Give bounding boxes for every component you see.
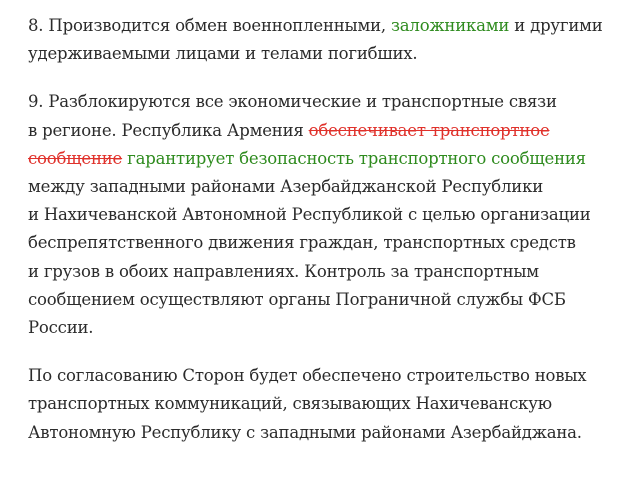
text-line: транспортных коммуникаций, связывающих Нахичеванскую (28, 394, 552, 414)
text-line: беспрепятственного движения граждан, транспортных средств (28, 233, 576, 253)
text-line (28, 117, 628, 145)
text-line: и грузов в обоих направлениях. Контроль за транспортным (28, 261, 539, 281)
paragraph-10 (28, 362, 628, 447)
text-line (28, 145, 628, 173)
text-line: и Нахичеванской Автономной Республикой с целью организации (28, 205, 591, 225)
text-segment: 8. Производится обмен военнопленными, (28, 16, 391, 35)
inserted-text: гарантирует безопасность транспортного сообщения (122, 148, 586, 168)
deleted-text: сообщение (28, 148, 123, 168)
text-line: 9. Разблокируются все экономические и транспортные связи (28, 92, 557, 112)
inserted-text: заложниками (391, 16, 510, 35)
text-segment: и другими (509, 16, 603, 35)
deleted-text: обеспечивает транспортное (308, 120, 550, 140)
text-line: сообщением осуществляют органы Пограничной службы ФСБ (28, 289, 566, 309)
text-segment: в регионе. Республика Армения (28, 120, 309, 140)
paragraph-8 (28, 12, 628, 68)
text-line: удерживаемыми лицами и телами погибших. (28, 44, 418, 64)
paragraph-9 (28, 88, 628, 342)
text-line: По согласованию Сторон будет обеспечено строительство новых (28, 366, 587, 386)
text-line: Автономную Республику с западными районами Азербайджана. (28, 422, 582, 442)
text-line: России. (28, 318, 94, 338)
text-line: между западными районами Азербайджанской Республики (28, 177, 543, 197)
document-body (28, 12, 628, 447)
text-line (28, 12, 628, 40)
